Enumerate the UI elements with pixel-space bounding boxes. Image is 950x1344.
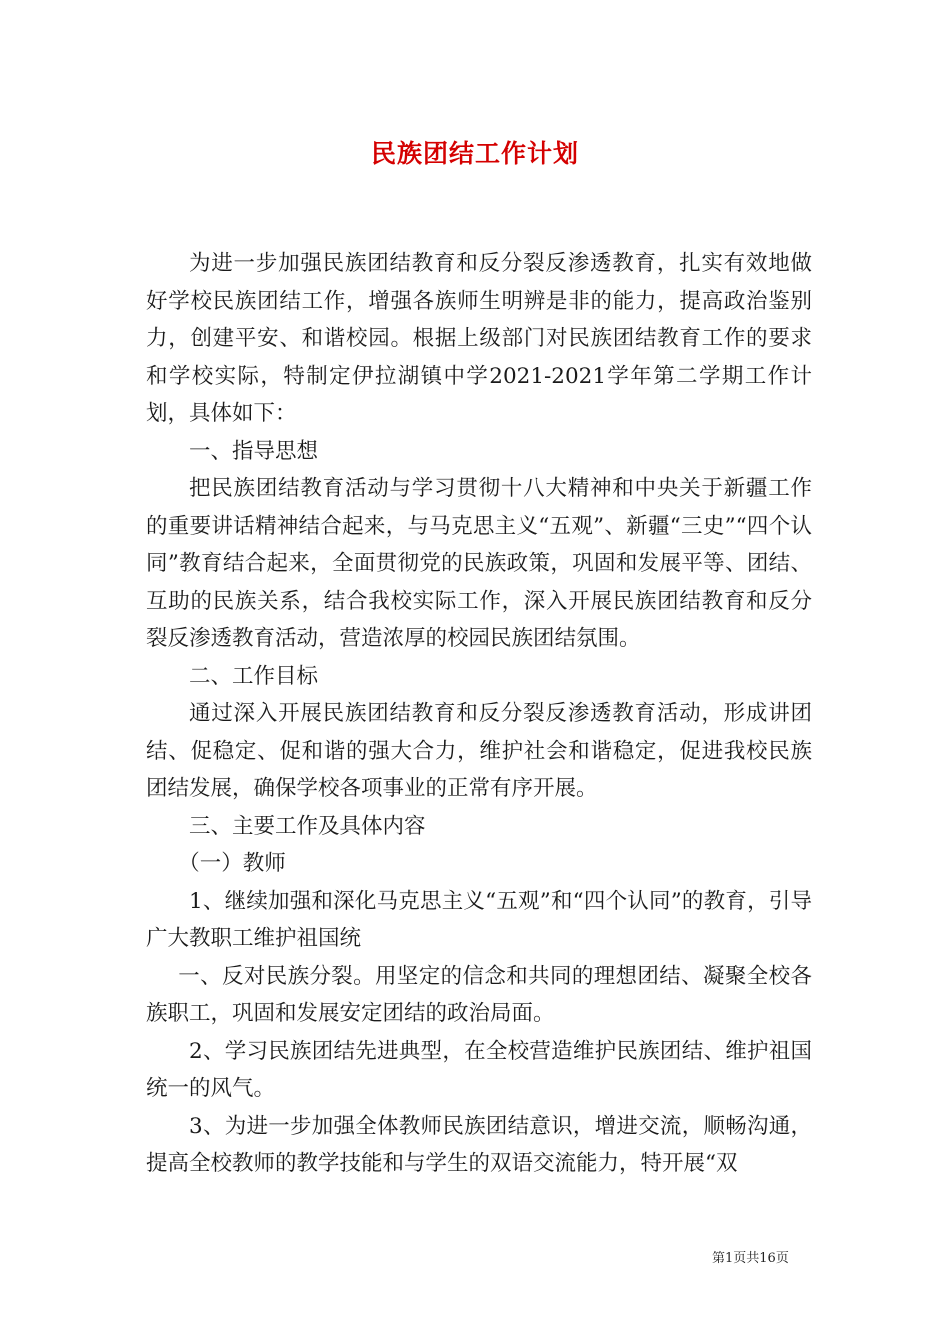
paragraph-item-2: 2、学习民族团结先进典型，在全校营造维护民族团结、维护祖国统一的风气。 <box>146 1038 812 1101</box>
paragraph-item-1-cont: 一、反对民族分裂。用坚定的信念和共同的理想团结、凝聚全校各族职工，巩固和发展安定团结的政治局面。 <box>146 963 812 1026</box>
heading-main-work: 三、主要工作及具体内容 <box>189 813 426 839</box>
document-title: 民族团结工作计划 <box>370 139 579 168</box>
paragraph-item-1: 1、继续加强和深化马克思主义“五观”和“四个认同”的教育，引导广大教职工维护祖国统 <box>146 888 812 951</box>
paragraph-item-3: 3、为进一步加强全体教师民族团结意识，增进交流，顺畅沟通，提高全校教师的教学技能和与学生的双语交流能力，特开展“双 <box>146 1113 812 1176</box>
subheading-teachers: （一）教师 <box>178 851 286 876</box>
document-body <box>146 245 812 1183</box>
paragraph-intro: 为进一步加强民族团结教育和反分裂反渗透教育，扎实有效地做好学校民族团结工作，增强各族师生明辨是非的能力，提高政治鉴别力，创建平安、和谐校园。根据上级部门对民族团结教育工作的要求和学校实际，特制定伊拉湖镇中学2021-2021学年第二学期工作计划，具体如下： <box>146 251 812 426</box>
paragraph-work-goal: 通过深入开展民族团结教育和反分裂反渗透教育活动，形成讲团结、促稳定、促和谐的强大合力，维护社会和谐稳定，促进我校民族团结发展，确保学校各项事业的正常有序开展。 <box>146 701 812 801</box>
paragraph-guiding-thought: 把民族团结教育活动与学习贯彻十八大精神和中央关于新疆工作的重要讲话精神结合起来，与马克思主义“五观”、新疆“三史”“四个认同”教育结合起来，全面贯彻党的民族政策，巩固和发展平等、团结、互助的民族关系，结合我校实际工作，深入开展民族团结教育和反分裂反渗透教育活动，营造浓厚的校园民族团结氛围。 <box>146 476 812 651</box>
heading-guiding-thought: 一、指导思想 <box>189 438 319 464</box>
page-number: 第1页共16页 <box>712 1251 789 1266</box>
heading-work-goal: 二、工作目标 <box>189 663 319 689</box>
